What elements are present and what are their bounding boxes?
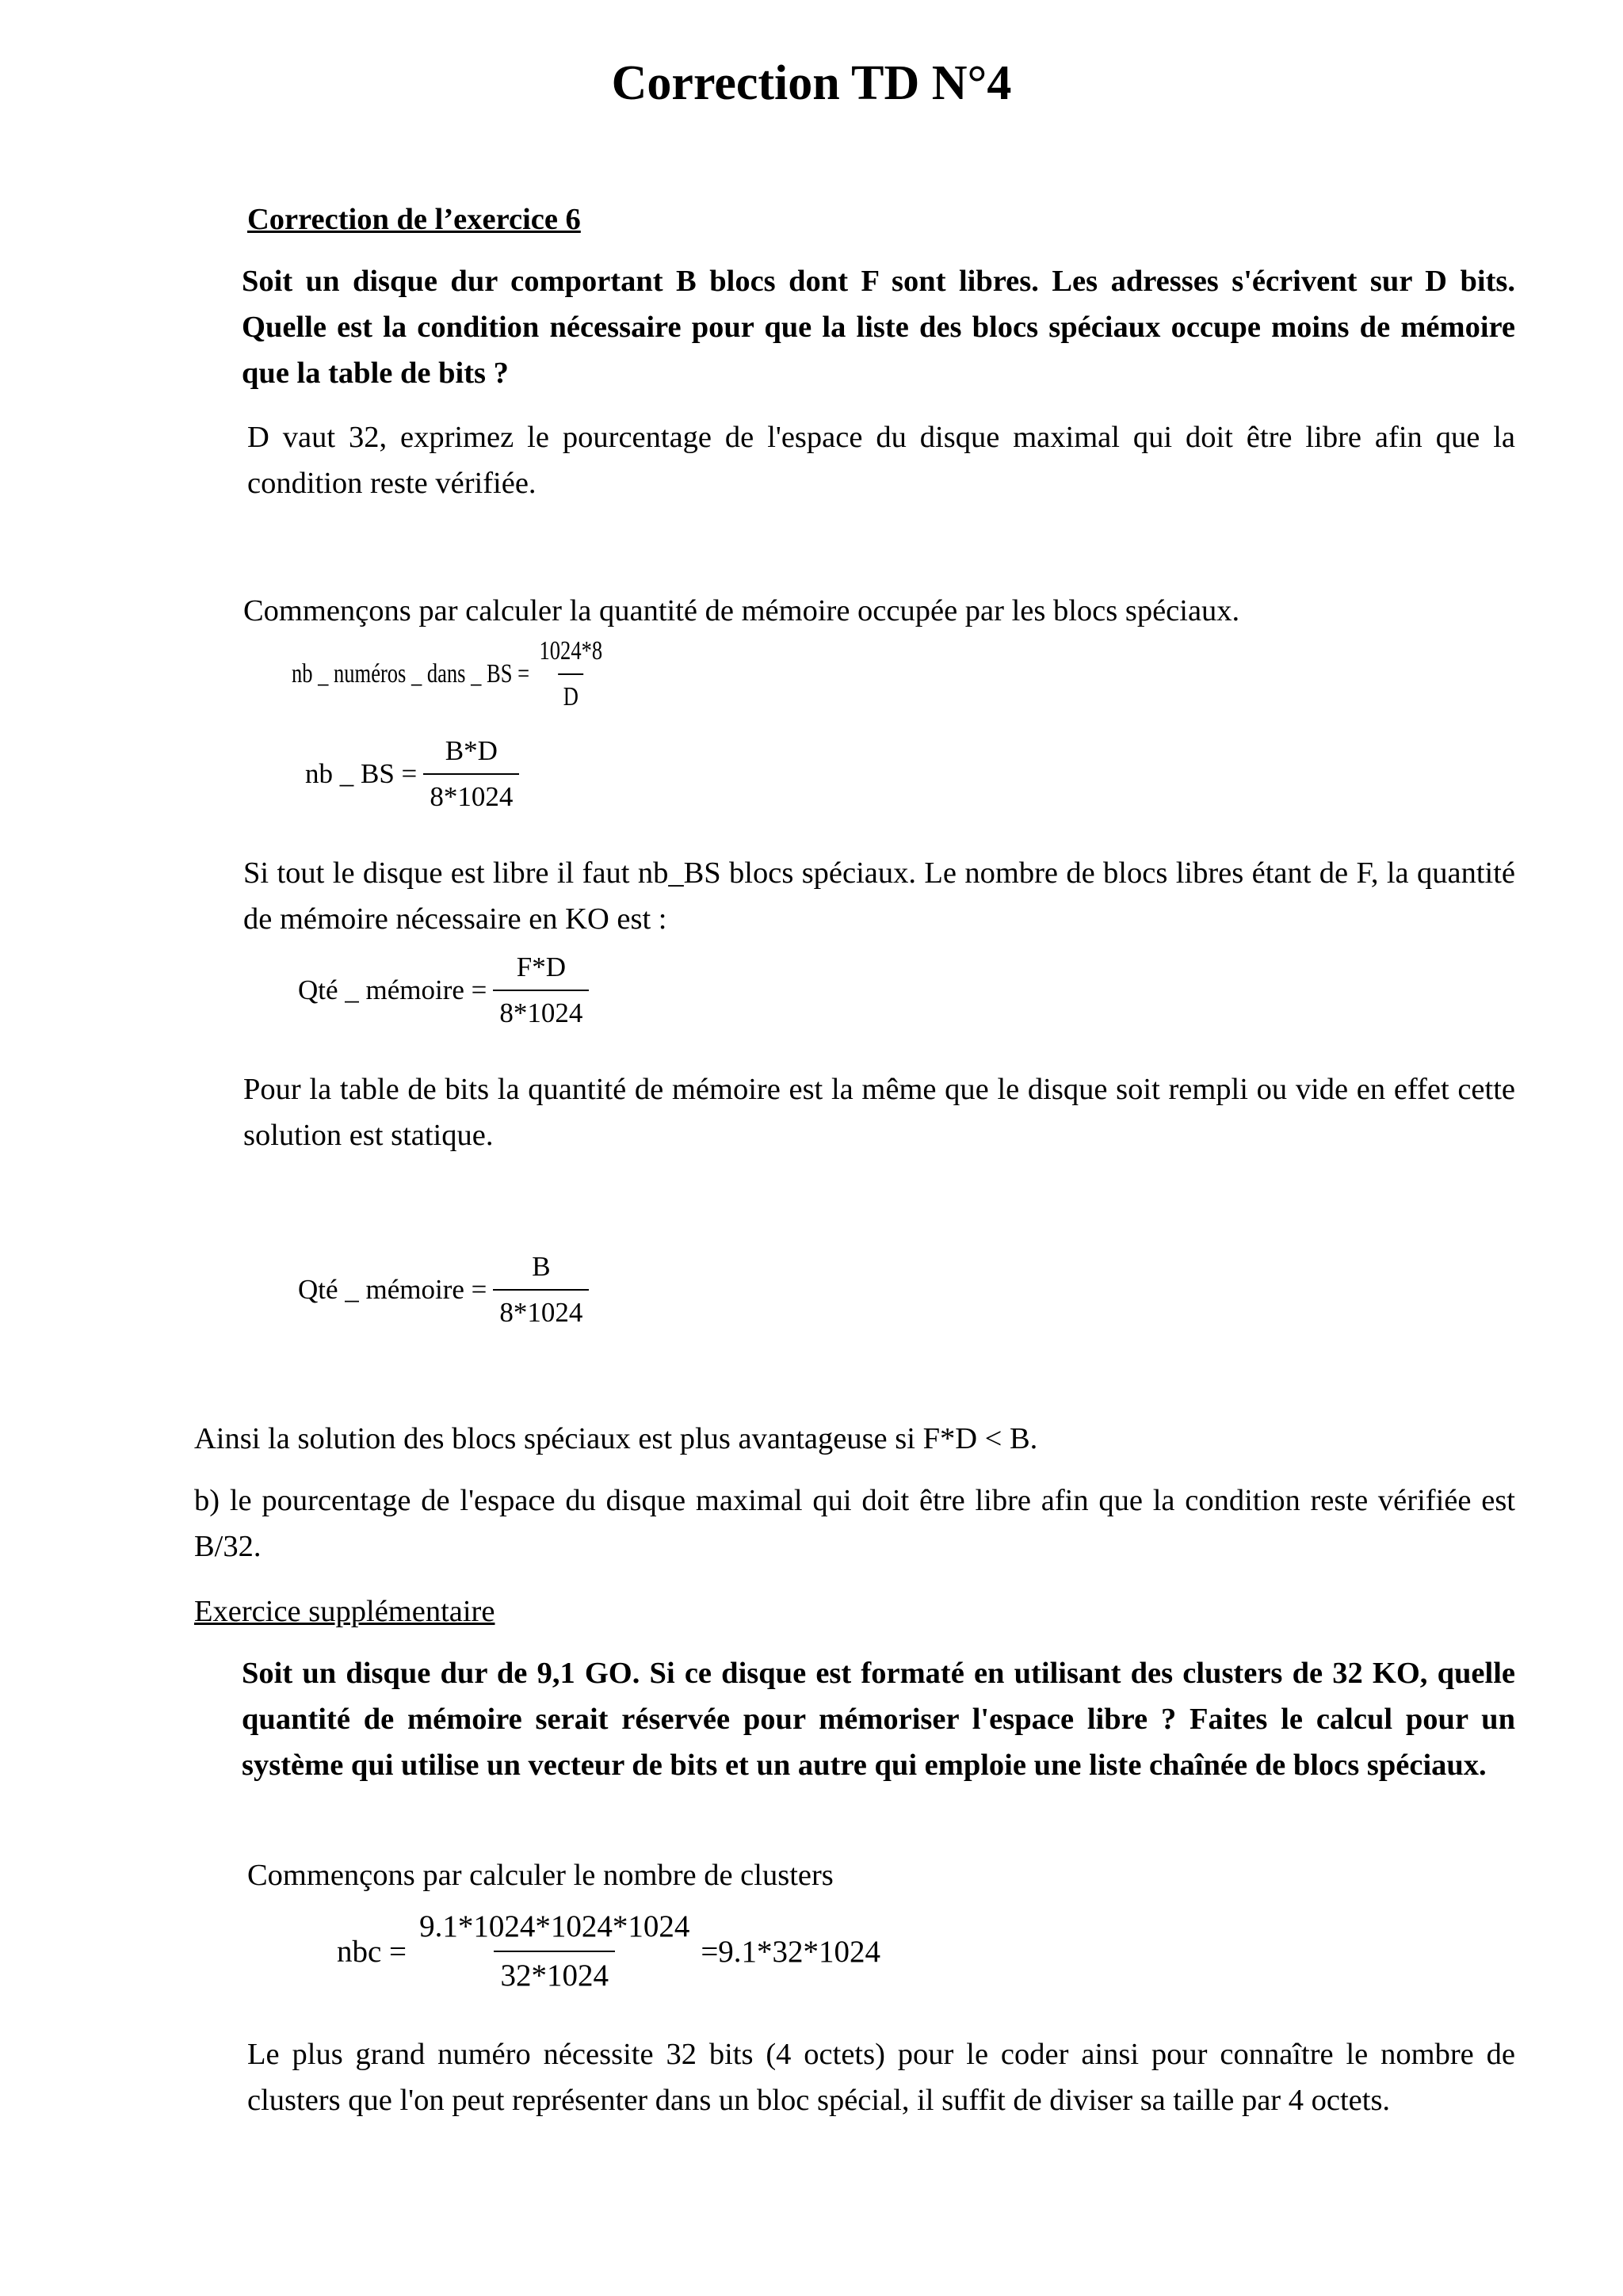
formula-fraction (423, 732, 519, 816)
formula-nb-numeros-dans-bs (292, 632, 607, 716)
paragraph-nombre-clusters: Commençons par calculer le nombre de clusters (247, 1859, 834, 1892)
paragraph-plus-grand-numero: Le plus grand numéro nécessite 32 bits (4 octets) pour le coder ainsi pour connaître le nombre de clusters que l'on peut représenter dans un bloc spécial, il suffit de diviser sa taille par 4 octets. (247, 2038, 1515, 2117)
exercise-6-question: Soit un disque dur comportant B blocs dont F sont libres. Les adresses s'écrivent sur D bits. Quelle est la condition nécessaire pour que la liste des blocs spéciaux occupe moins de mémoire que la table de bits ? (242, 265, 1515, 390)
formula-fraction (534, 632, 607, 716)
formula-lhs: nbc = (337, 1934, 407, 1969)
formula-lhs: Qté _ mémoire = (298, 974, 487, 1005)
formula-rhs: =9.1*32*1024 (701, 1934, 881, 1969)
formula-lhs: nb _ BS = (305, 758, 418, 789)
paragraph-conclusion: Ainsi la solution des blocs spéciaux est plus avantageuse si F*D < B. (194, 1422, 1038, 1455)
paragraph-table-de-bits: Pour la table de bits la quantité de mémoire est la même que le disque soit rempli ou vide en effet cette solution est statique. (243, 1073, 1515, 1152)
formula-fraction (493, 1248, 589, 1332)
exercise-supp-heading: Exercice supplémentaire (194, 1595, 495, 1628)
formula-nb-bs (305, 732, 519, 816)
formula-denominator: 32*1024 (494, 1951, 615, 1997)
formula-numerator: B (532, 1251, 551, 1282)
formula-denominator: 8*1024 (493, 990, 589, 1032)
formula-nbc (337, 1906, 880, 1997)
formula-qte-memoire-blocs (298, 948, 589, 1032)
paragraph-blocs-speciaux: Commençons par calculer la quantité de mémoire occupée par les blocs spéciaux. (243, 594, 1240, 627)
formula-qte-memoire-table (298, 1248, 589, 1332)
formula-denominator: D (558, 673, 583, 716)
exercise-supp-question: Soit un disque dur de 9,1 GO. Si ce disque est formaté en utilisant des clusters de 32 KO, quelle quantité de mémoire serait réservée pour mémoriser l'espace libre ? Faites le calcul pour un système qui utilise un vecteur de bits et un autre qui emploie une liste chaînée de blocs spéciaux. (242, 1657, 1515, 1782)
formula-fraction (413, 1906, 696, 1997)
formula-lhs: nb _ numéros _ dans _ BS = (292, 659, 530, 688)
formula-lhs: Qté _ mémoire = (298, 1274, 487, 1305)
formula-fraction (493, 948, 589, 1032)
paragraph-nb-bs: Si tout le disque est libre il faut nb_BS blocs spéciaux. Le nombre de blocs libres étant de F, la quantité de mémoire nécessaire en KO est : (243, 856, 1515, 936)
formula-denominator: 8*1024 (493, 1289, 589, 1332)
formula-denominator: 8*1024 (423, 773, 519, 816)
formula-numerator: 1024*8 (539, 636, 603, 666)
formula-numerator: B*D (445, 735, 498, 766)
paragraph-pourcentage: b) le pourcentage de l'espace du disque maximal qui doit être libre afin que la condition reste vérifiée est B/32. (194, 1484, 1515, 1563)
formula-numerator: F*D (516, 952, 567, 982)
exercise-6-subquestion: D vaut 32, exprimez le pourcentage de l'espace du disque maximal qui doit être libre afin que la condition reste vérifiée. (247, 421, 1515, 500)
page-title: Correction TD N°4 (611, 56, 1012, 110)
formula-numerator: 9.1*1024*1024*1024 (419, 1909, 690, 1943)
exercise-6-heading: Correction de l’exercice 6 (247, 203, 581, 236)
